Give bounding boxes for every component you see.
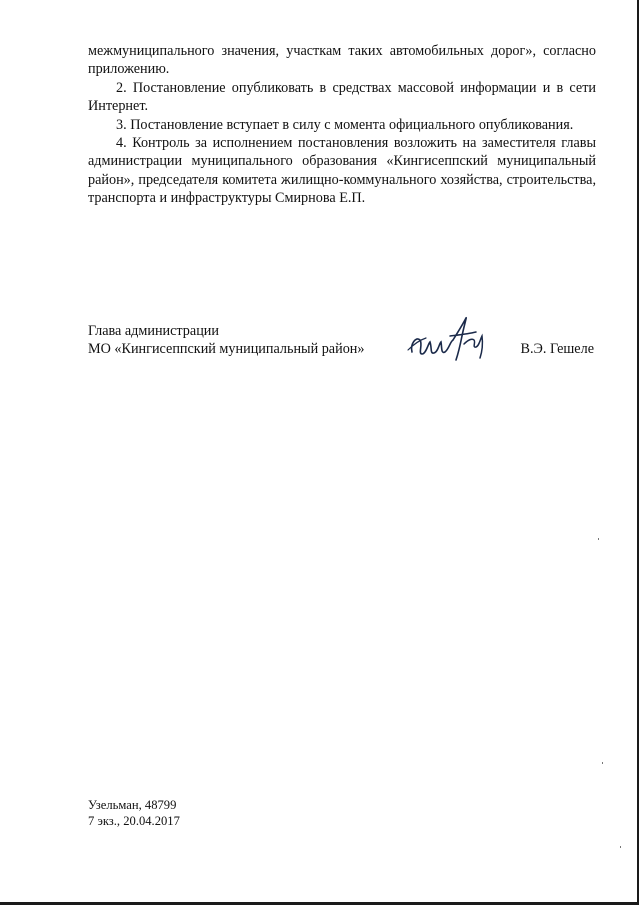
handwritten-signature: [406, 314, 488, 362]
signatory-position-line2: МО «Кингисеппский муниципальный район»: [88, 341, 365, 358]
signature-block: [88, 322, 596, 359]
copies-and-date: 7 экз., 20.04.2017: [88, 814, 180, 828]
signatory-name: В.Э. Гешеле: [520, 341, 594, 358]
executor-footer: [88, 797, 180, 829]
paragraph-item-2: 2. Постановление опубликовать в средствах массовой информации и в сети Интернет.: [88, 79, 596, 115]
paragraph-item-4: 4. Контроль за исполнением постановления возложить на заместителя главы администрации муниципального образования «Кингисеппский муниципальный район», председателя комитета жилищно-коммунального хозяйства, строительства, транспорта и инфраструктуры Смирнова Е.П.: [88, 135, 596, 207]
paragraph-item-3: 3. Постановление вступает в силу с момента официального опубликования.: [116, 116, 574, 133]
scan-speck: [598, 538, 599, 540]
document-body: [88, 42, 596, 208]
paragraph-continuation: межмуниципального значения, участкам таких автомобильных дорог», согласно приложению.: [88, 43, 596, 78]
scan-speck: [620, 846, 621, 848]
scan-speck: [602, 762, 603, 764]
signatory-position-line1: Глава администрации: [88, 323, 219, 339]
executor-name-phone: Узельман, 48799: [88, 798, 177, 812]
